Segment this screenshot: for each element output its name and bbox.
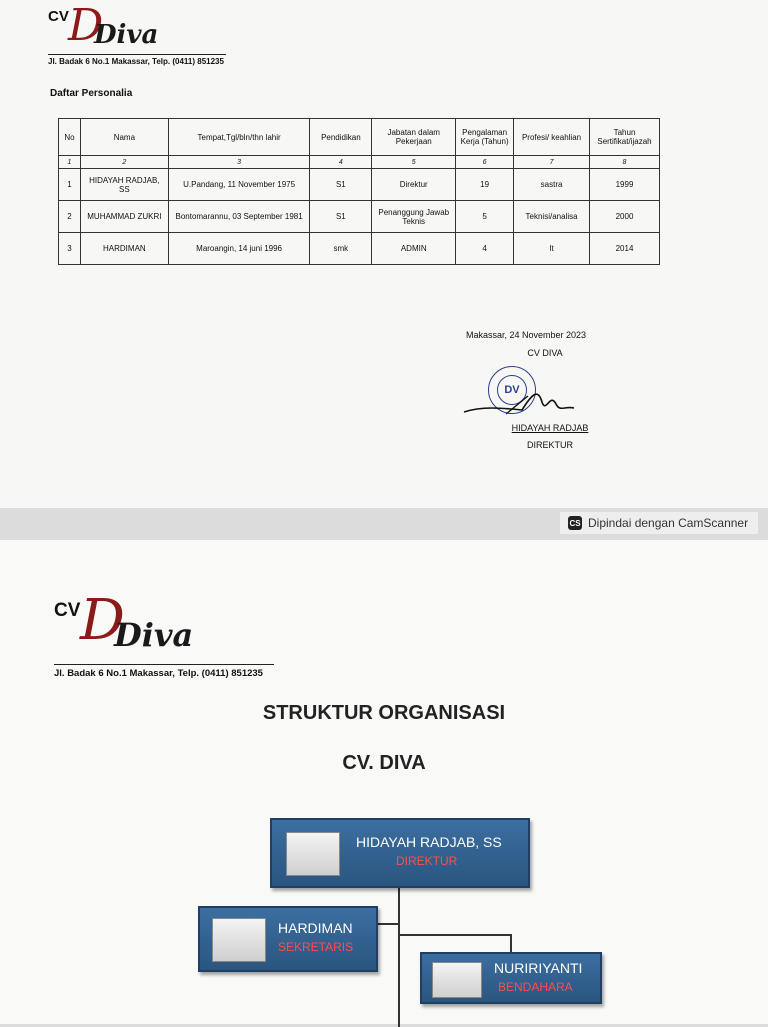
secretary-photo-placeholder (212, 918, 266, 962)
stamp-center-text: DV (497, 375, 527, 405)
personnel-table (58, 118, 660, 265)
table-cell: 5 (456, 201, 514, 233)
table-cell: ADMIN (372, 233, 456, 265)
table-cell: 1999 (589, 169, 659, 201)
table-cell: HARDIMAN (80, 233, 168, 265)
table-cell: U.Pandang, 11 November 1975 (168, 169, 310, 201)
section-heading: Daftar Personalia (50, 88, 133, 99)
signature-company: CV DIVA (527, 348, 563, 358)
table-row (59, 169, 660, 201)
table-cell: 2 (59, 201, 81, 233)
table-row (59, 233, 660, 265)
table-cell: Teknisi/analisa (514, 201, 590, 233)
table-index-cell: 6 (456, 156, 514, 169)
logo-brand-text: Diva (94, 20, 159, 50)
table-header-cell: Profesi/ keahlian (514, 119, 590, 156)
treasurer-photo-placeholder (432, 962, 482, 998)
org-chart-title: STRUKTUR ORGANISASI (262, 702, 506, 724)
company-logo (48, 0, 168, 52)
table-cell: sastra (514, 169, 590, 201)
company-logo (54, 588, 194, 656)
director-photo-placeholder (286, 832, 340, 876)
table-cell: Maroangin, 14 juni 1996 (168, 233, 310, 265)
connector-treasurer (400, 934, 512, 936)
table-cell: 2014 (589, 233, 659, 265)
signatory-name: HIDAYAH RADJAB (511, 423, 589, 433)
table-header-cell: Nama (80, 119, 168, 156)
table-cell: 1 (59, 169, 81, 201)
table-header-cell: Pengalaman Kerja (Tahun) (456, 119, 514, 156)
company-address: Jl. Badak 6 No.1 Makassar, Telp. (0411) 851235 (48, 57, 224, 66)
table-header-cell: Pendidikan (310, 119, 372, 156)
table-cell: 4 (456, 233, 514, 265)
table-header-cell: Jabatan dalam Pekerjaan (372, 119, 456, 156)
table-row (59, 201, 660, 233)
table-cell: MUHAMMAD ZUKRI (80, 201, 168, 233)
table-cell: S1 (310, 201, 372, 233)
address-rule (54, 664, 274, 665)
document-page-2 (0, 540, 768, 1024)
table-header-row (59, 119, 660, 156)
camscanner-icon: CS (568, 516, 582, 530)
treasurer-role: BENDAHARA (498, 980, 573, 994)
logo-swirl: D (68, 0, 104, 51)
document-page-1 (0, 0, 768, 508)
table-index-cell: 4 (310, 156, 372, 169)
logo-cv-text: CV (54, 600, 81, 621)
table-cell: Bontomarannu, 03 September 1981 (168, 201, 310, 233)
table-cell: It (514, 233, 590, 265)
table-index-cell: 1 (59, 156, 81, 169)
secretary-role: SEKRETARIS (278, 940, 354, 954)
org-box-treasurer (420, 952, 602, 1004)
table-index-row (59, 156, 660, 169)
company-address: Jl. Badak 6 No.1 Makassar, Telp. (0411) 851235 (54, 668, 263, 679)
org-box-director (270, 818, 530, 888)
table-header-cell: Tahun Sertifikat/ijazah (589, 119, 659, 156)
treasurer-name: NURIRIYANTI (494, 960, 583, 976)
table-index-cell: 5 (372, 156, 456, 169)
table-cell: 19 (456, 169, 514, 201)
address-rule (48, 54, 226, 55)
logo-brand-text: Diva (114, 616, 194, 654)
camscanner-label: Dipindai dengan CamScanner (588, 516, 749, 530)
table-index-cell: 2 (80, 156, 168, 169)
table-index-cell: 7 (514, 156, 590, 169)
logo-swirl: D (80, 588, 125, 653)
table-cell: smk (310, 233, 372, 265)
signature-scribble (462, 384, 578, 420)
signature-place-date: Makassar, 24 November 2023 (465, 330, 587, 340)
connector-treasurer-drop (510, 934, 512, 952)
table-index-cell: 8 (589, 156, 659, 169)
table-cell: HIDAYAH RADJAB, SS (80, 169, 168, 201)
table-cell: 3 (59, 233, 81, 265)
camscanner-badge (560, 512, 758, 534)
table-cell: Penanggung Jawab Teknis (372, 201, 456, 233)
table-index-cell: 3 (168, 156, 310, 169)
connector-vertical (398, 887, 400, 1027)
table-cell: S1 (310, 169, 372, 201)
table-header-cell: No (59, 119, 81, 156)
table-cell: 2000 (589, 201, 659, 233)
org-chart-subtitle: CV. DIVA (342, 752, 426, 774)
director-name: HIDAYAH RADJAB, SS (356, 834, 502, 850)
connector-secretary (376, 923, 398, 925)
logo-cv-text: CV (48, 8, 69, 25)
table-header-cell: Tempat,Tgl/bln/thn lahir (168, 119, 310, 156)
signatory-position: DIREKTUR (526, 440, 573, 450)
secretary-name: HARDIMAN (278, 920, 353, 936)
director-role: DIREKTUR (396, 854, 458, 868)
org-box-secretary (198, 906, 378, 972)
table-cell: Direktur (372, 169, 456, 201)
